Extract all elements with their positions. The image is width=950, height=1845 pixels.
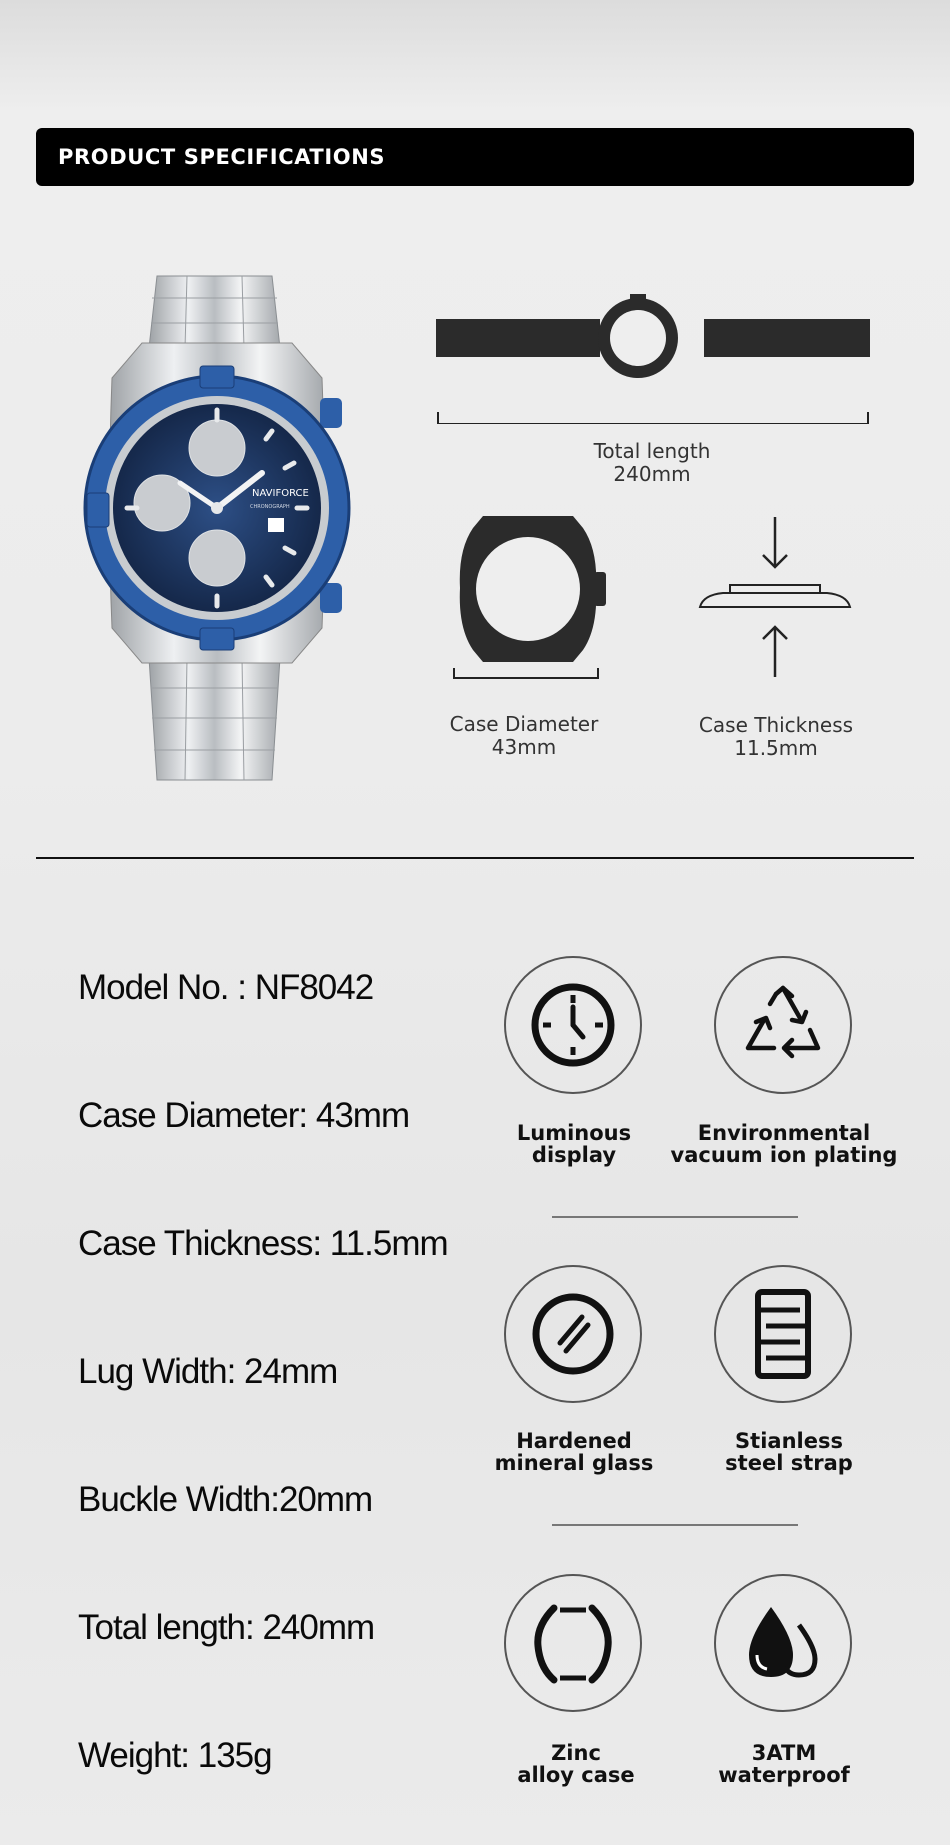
recycle-icon — [740, 982, 826, 1068]
case-diameter-value: 43mm — [491, 735, 557, 759]
watch-subtitle: CHRONOGRAPH — [250, 504, 290, 510]
spec-buckle-width: Buckle Width:20mm — [78, 1480, 373, 1519]
spec-model-no: Model No. : NF8042 — [78, 968, 374, 1007]
section-header — [36, 128, 914, 186]
feature-strap-label — [674, 1430, 904, 1474]
case-diameter-label — [414, 713, 634, 759]
water-drop-icon — [735, 1597, 831, 1689]
feature-waterproof-badge — [714, 1574, 852, 1712]
spec-weight: Weight: 135g — [78, 1736, 272, 1775]
total-length-diagram — [434, 294, 874, 424]
feature-separator-2 — [552, 1524, 798, 1526]
clock-icon — [529, 981, 617, 1069]
feature-environmental-badge — [714, 956, 852, 1094]
case-icon — [530, 1598, 616, 1688]
spec-case-thickness: Case Thickness: 11.5mm — [78, 1224, 448, 1263]
feature-luminous-badge — [504, 956, 642, 1094]
watch-image — [72, 268, 372, 788]
case-diameter-title: Case Diameter — [449, 712, 599, 736]
feature-case-line1: Zinc — [551, 1741, 601, 1765]
spec-lug-width: Lug Width: 24mm — [78, 1352, 338, 1391]
feature-strap-line1: Stianless — [735, 1429, 843, 1453]
total-length-value: 240mm — [613, 462, 691, 486]
feature-case-label — [461, 1742, 691, 1786]
section-divider — [36, 857, 914, 859]
feature-strap-badge — [714, 1265, 852, 1403]
spec-case-diameter: Case Diameter: 43mm — [78, 1096, 410, 1135]
section-title: PRODUCT SPECIFICATIONS — [58, 145, 386, 169]
feature-glass-badge — [504, 1265, 642, 1403]
feature-waterproof-label — [669, 1742, 899, 1786]
feature-environmental-label — [669, 1122, 899, 1166]
watch-brand: NAVIFORCE — [252, 488, 309, 499]
total-length-title: Total length — [593, 439, 711, 463]
feature-waterproof-line2: waterproof — [718, 1763, 850, 1787]
feature-luminous-line1: Luminous — [516, 1121, 632, 1145]
strap-icon — [748, 1288, 818, 1380]
feature-separator — [552, 1216, 798, 1218]
case-thickness-label — [666, 714, 886, 760]
feature-strap-line2: steel strap — [725, 1451, 853, 1475]
feature-glass-label — [459, 1430, 689, 1474]
feature-case-badge — [504, 1574, 642, 1712]
spec-total-length: Total length: 240mm — [78, 1608, 375, 1647]
feature-environmental-line2: vacuum ion plating — [670, 1143, 898, 1167]
feature-luminous-line2: display — [531, 1143, 617, 1167]
feature-waterproof-line1: 3ATM — [751, 1741, 817, 1765]
case-thickness-title: Case Thickness — [698, 713, 854, 737]
case-diameter-diagram — [448, 510, 608, 680]
feature-luminous-label — [459, 1122, 689, 1166]
feature-glass-line1: Hardened — [516, 1429, 632, 1453]
feature-case-line2: alloy case — [517, 1763, 635, 1787]
case-thickness-value: 11.5mm — [734, 736, 818, 760]
glass-icon — [530, 1291, 616, 1377]
case-thickness-diagram — [695, 515, 855, 680]
feature-environmental-line1: Environmental — [697, 1121, 871, 1145]
feature-glass-line2: mineral glass — [494, 1451, 654, 1475]
total-length-label — [532, 440, 772, 486]
